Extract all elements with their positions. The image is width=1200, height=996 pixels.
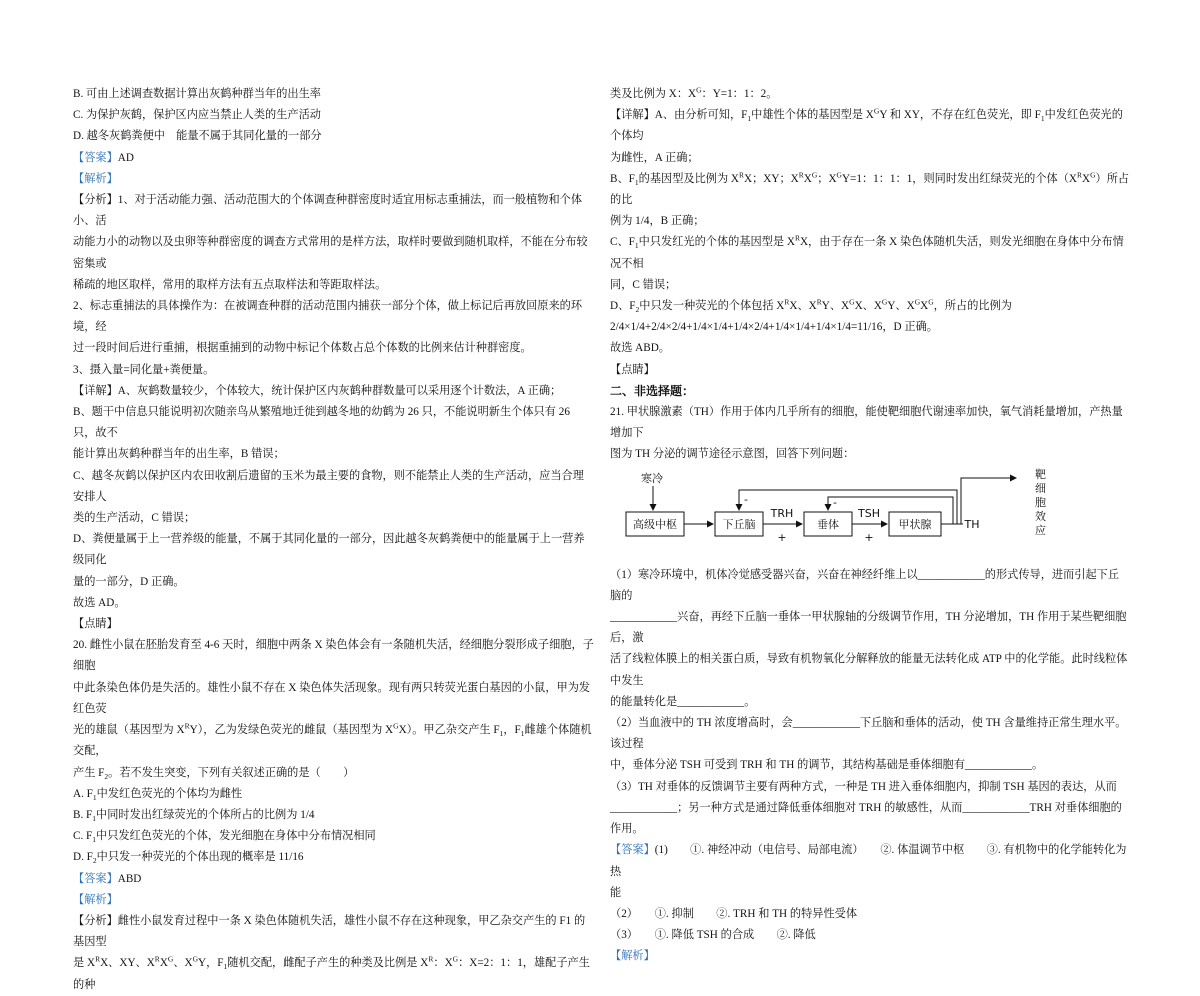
pituitary-label: 垂体 [817,517,839,531]
subquestion-line: （3）TH 对垂体的反馈调节主要有两种方式，一种是 TH 进入垂体细胞内，抑制 TSH 基因的表达，从而 [610,780,1117,793]
detail-line: 例为 1/4，B 正确； [610,215,705,228]
question-21-line: 21. 甲状腺激素（TH）作用于体内几乎所有的细胞，能使靶细胞代谢速率加快，氧气消耗量增加，产热量增加下 [610,406,1123,440]
option-d: D. 越冬灰鹤粪便中 能量不属于其同化量的一部分 [73,130,322,143]
detail-line: C、越冬灰鹤以保护区内农田收割后遗留的玉米为最主要的食物，则不能禁止人类的生产活动，应当合理安排人 [73,469,584,503]
question-20-line: 20. 雌性小鼠在胚胎发育至 4-6 天时，细胞中两条 X 染色体会有一条随机失活，经细胞分裂形成子细胞，子细胞 [73,639,594,673]
question-20-line: 光的雄鼠（基因型为 $X^RY$），乙为发绿色荧光的雌鼠（基因型为 $X^GX$）。甲乙杂交产生 $F_1$，$F_1$雌雄个体随机交配， [73,721,592,758]
section-heading: 二、非选择题： [610,383,695,398]
detail-line: 能计算出灰鹤种群当年的出生率，B 错误； [73,448,285,461]
analysis-line: 3、摄入量=同化量+粪便量。 [73,363,215,376]
detail-line: B、题干中信息只能说明初次随亲鸟从繁殖地迁徙到越冬地的幼鹤为 26 只，不能说明新生个体只有 26 只，故不 [73,406,570,440]
question-21-line: 图为 TH 分泌的调节途径示意图，回答下列问题： [610,448,855,461]
answer-tag: 【答案】 [73,872,118,885]
detail-line: B、$F_1$的基因型及比例为 $X^RX$；XY；$X^RX^G$；$X^GY=1$：1：1：1，则同时发出红绿荧光的个体$(X^RX^G)$所占的比 [610,170,1130,207]
analysis-line: 2、标志重捕法的具体操作为：在被调查种群的活动范围内捕获一部分个体，做上标记后再放回原来的环境，经 [73,300,583,334]
analysis-line: 动能力小的动物以及虫卵等种群密度的调查方式常用的是样方法，取样时要做到随机取样，不能在分布较密集或 [73,236,588,270]
left-column [73,84,595,996]
question-20-line: 产生 $F_2$。若不发生突变，下列有关叙述正确的是（ ） [73,766,355,781]
analysis-line: 过一段时间后进行重捕，根据重捕到的动物中标记个体数占总个体数的比例来估计种群密度。 [73,342,532,355]
analysis-line: 类及比例为 X：$X^G$：Y=1：1：2。 [610,85,778,100]
answer-value: ABD [117,872,142,885]
center-label: 高级中枢 [633,517,677,531]
subquestion-line: ____________兴奋，再经下丘脑一垂体一甲状腺轴的分级调节作用，TH 分泌增加，TH 作用于某些靶细胞后，激 [610,611,1127,645]
choice-a: A. $F_1$中发红色荧光的个体均为雌性 [73,787,243,802]
plus-sign: + [777,530,787,544]
answer-line: （2） ①. 抑制 ②. TRH 和 TH 的特异性受体 [610,907,858,920]
question-20-line: 中此条染色体仍是失活的。雄性小鼠不存在 X 染色体失活现象。现有两只转荧光蛋白基因的小鼠，甲为发红色荧 [73,681,591,715]
thyroid-label: 甲状腺 [898,517,932,531]
minus-sign: - [744,492,748,506]
detail-line: 类的生产活动，C 错误； [73,512,196,525]
detail-line: C、$F_1$中只发红光的个体的基因型是 $X^RX$，由于存在一条 X 染色体随机失活，则发光细胞在身体中分布情况不相 [610,233,1124,270]
cold-label: 寒冷 [641,471,663,485]
subquestion-line: 中，垂体分泌 TSH 可受到 TRH 和 TH 的调节，其结构基础是垂体细胞有____________。 [610,759,1044,772]
answer-line [73,148,595,169]
analysis-line: 稀疏的地区取样，常用的取样方法有五点取样法和等距取样法。 [73,278,387,291]
detail-line: 量的一部分，D 正确。 [73,575,185,588]
analysis-tag: 【解析】 [73,893,118,906]
remark-tag: 【点睛】 [73,618,118,631]
detail-line: 2/4×1/4+2/4×2/4+1/4×1/4+1/4×2/4+1/4×1/4+1/4×1/4=11/16，D 正确。 [610,321,938,334]
subquestion-line: ____________；另一种方式是通过降低垂体细胞对 TRH 的敏感性，从而____________TRH 对垂体细胞的作用。 [610,801,1122,836]
answer-value: AD [117,151,134,164]
subquestion-line: （1）寒冷环境中，机体冷觉感受器兴奋，兴奋在神经纤维上以____________的形式传导，进而引起下丘脑的 [610,568,1120,602]
option-b: B. 可由上述调查数据计算出灰鹤种群当年的出生率 [73,88,321,100]
choice-b: B. $F_1$中同时发出红绿荧光的个体所占的比例为 1/4 [73,808,315,824]
choice-d: D. $F_2$中只发一种荧光的个体出现的概率是 11/16 [73,851,304,866]
analysis-line: 是 $X^RX$、XY、$X^RX^G$、$X^GY$，$F_1$随机交配，雌配子产生的种类及比例是 $X^R$：$X^G$：X=2：1：1，雄配子产生的种 [73,954,590,991]
trh-label: TRH [770,506,794,520]
answer-tag: 【答案】 [610,844,655,857]
choice-c: C. $F_1$中只发红色荧光的个体，发光细胞在身体中分布情况相同 [73,830,376,845]
detail-line: 【详解】A、由分析可知，$F_1$中雄性个体的基因型是 $X^GY$ 和 XY，不存在红色荧光，即 $F_1$中发红色荧光的个体均 [610,106,1123,143]
remark-tag: 【点睛】 [610,363,655,376]
th-regulation-diagram [620,470,1050,553]
subquestion-line: （2）当血液中的 TH 浓度增高时，会____________下丘脑和垂体的活动，使 TH 含量维持正常生理水平。该过程 [610,717,1127,751]
answer-line: 能 [610,886,622,899]
plus-sign: + [864,530,874,544]
detail-line: 【详解】A、灰鹤数量较少，个体较大，统计保护区内灰鹤种群数量可以采用逐个计数法，A 正确； [73,384,562,397]
detail-line: D、$F_2$中只发一种荧光的个体包括 $X^RX$、$X^RY$、$X^GX$、$X^GY$、$X^GX^G$，所占的比例为 [610,297,1012,315]
answer-line: （3） ①. 降低 TSH 的合成 ②. 降低 [610,929,816,942]
diagram-svg [620,470,1030,553]
analysis-tag: 【解析】 [610,950,655,963]
conclusion: 故选 AD。 [73,596,126,609]
option-c: C. 为保护灰鹤，保护区内应当禁止人类的生产活动 [73,109,321,122]
analysis-tag: 【解析】 [73,172,118,185]
subquestion-line: 活了线粒体膜上的相关蛋白质，导致有机物氧化分解释放的能量无法转化成 ATP 中的化学能。此时线粒体中发生 [610,653,1128,687]
tsh-label: TSH [858,506,880,520]
conclusion: 故选 ABD。 [610,342,670,355]
minus-sign: - [833,495,837,509]
answer-line [73,869,595,890]
detail-line: 为雌性，A 正确； [610,151,699,164]
th-label: TH [964,517,980,531]
answer-tag: 【答案】 [73,151,118,164]
detail-line: 同，C 错误； [610,278,677,291]
right-column [610,84,1130,968]
answer-line: 【答案】(1) ①. 神经冲动（电信号、局部电流） ②. 体温调节中枢 ③. 有机物中的化学能转化为热 [610,844,1127,878]
hypothalamus-label: 下丘脑 [722,517,756,531]
analysis-line: 【分析】雌性小鼠发育过程中一条 X 染色体随机失活，雄性小鼠不存在这种现象，甲乙杂交产生的 F1 的基因型 [73,914,586,949]
target-effect-label: 靶细胞效应 [1035,468,1046,537]
detail-line: D、粪便量属于上一营养级的能量，不属于其同化量的一部分，因此越冬灰鹤粪便中的能量属于上一营养级同化 [73,533,585,567]
analysis-line: 【分析】1、对于活动能力强、活动范围大的个体调查种群密度时适宜用标志重捕法，而一般植物和个体小、活 [73,194,583,228]
subquestion-line: 的能量转化是____________。 [610,695,756,708]
